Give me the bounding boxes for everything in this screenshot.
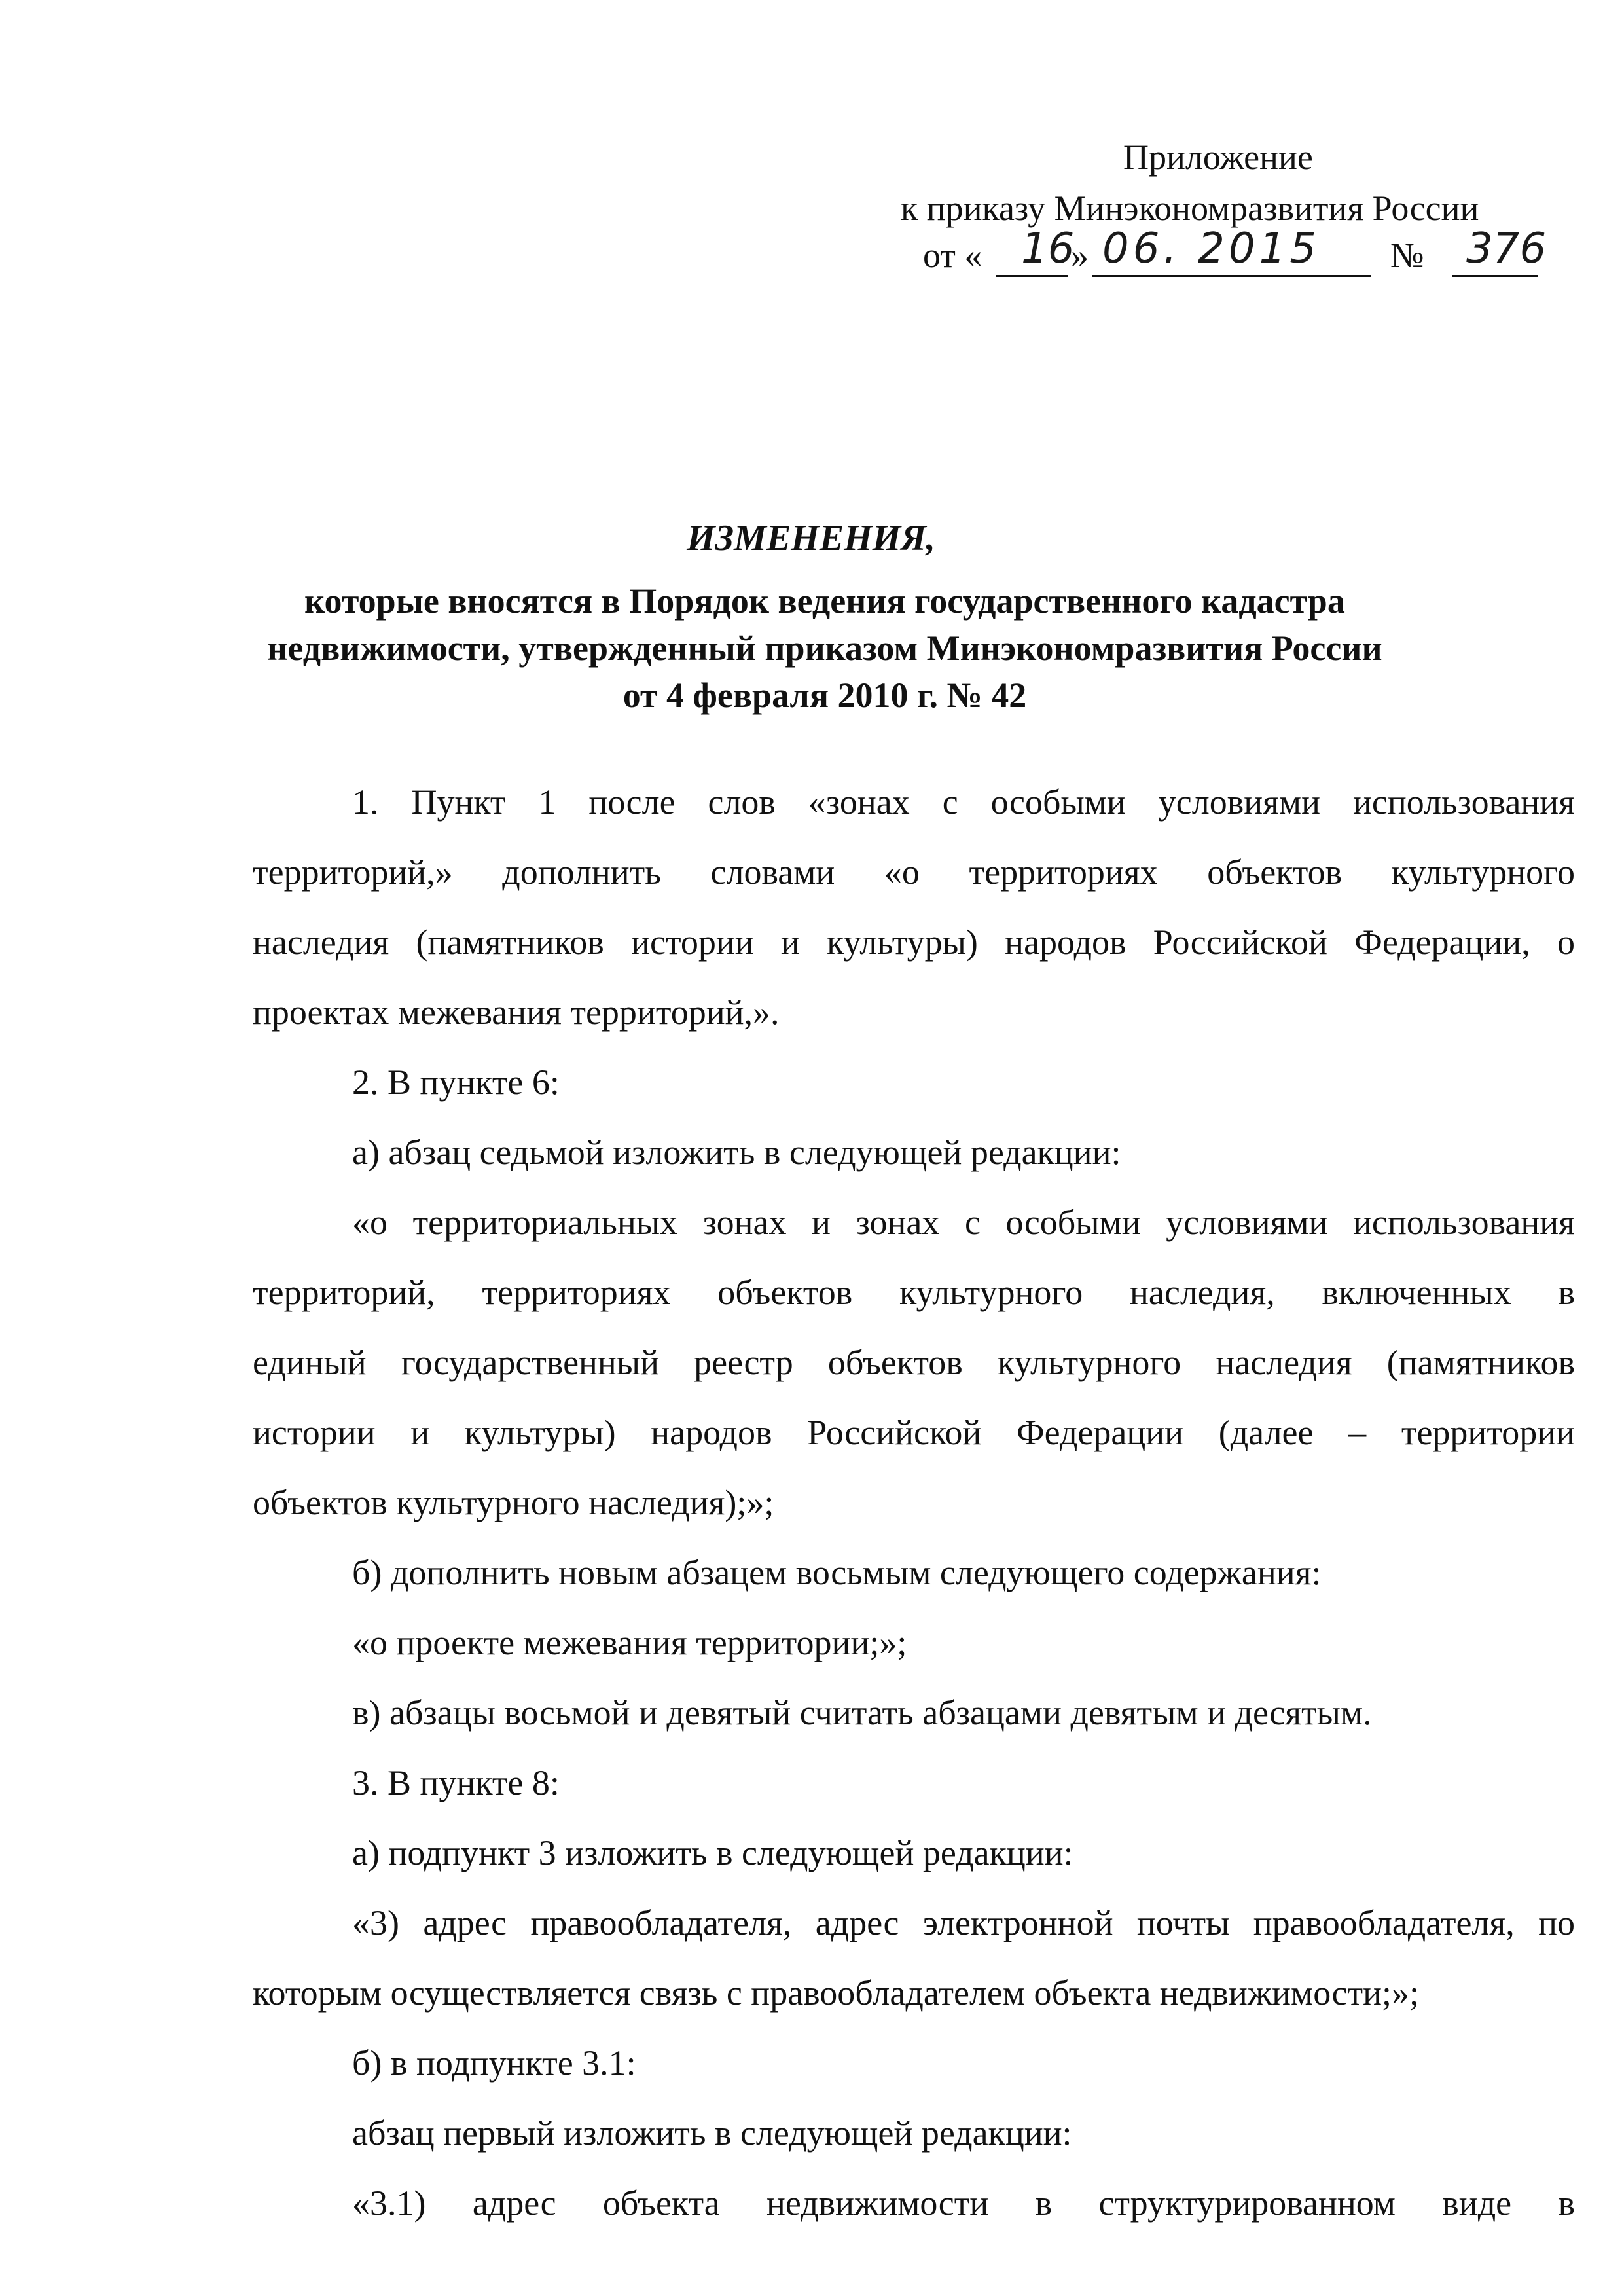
subtitle-line: которые вносятся в Порядок ведения государственного кадастра bbox=[304, 581, 1345, 621]
body-line: «3) адрес правообладателя, адрес электронной почты правообладателя, по bbox=[352, 1903, 1575, 1942]
body-line: территорий,» дополнить словами «о территориях объектов культурного bbox=[253, 852, 1575, 892]
body-line: которым осуществляется связь с правообладателем объекта недвижимости;»; bbox=[253, 1973, 1420, 2013]
body-line: 3. В пункте 8: bbox=[352, 1763, 560, 1802]
body-line: 2. В пункте 6: bbox=[352, 1063, 560, 1102]
document-subtitle bbox=[249, 577, 1401, 719]
body-line: истории и культуры) народов Российской Федерации (далее – территории bbox=[253, 1413, 1575, 1452]
body-line: «о территориальных зонах и зонах с особыми условиями использования bbox=[352, 1203, 1575, 1242]
document-title: ИЗМЕНЕНИЯ, bbox=[687, 518, 935, 558]
handwritten-day: 16 bbox=[1021, 225, 1075, 273]
body-line: единый государственный реестр объектов культурного наследия (памятников bbox=[253, 1343, 1575, 1382]
body-line: «о проекте межевания территории;»; bbox=[352, 1623, 907, 1662]
subtitle-line: от 4 февраля 2010 г. № 42 bbox=[622, 676, 1027, 715]
date-separator: » bbox=[1071, 236, 1089, 275]
body-line: объектов культурного наследия);»; bbox=[253, 1483, 774, 1522]
body-line: б) дополнить новым абзацем восьмым следующего содержания: bbox=[352, 1553, 1322, 1592]
body-line: б) в подпункте 3.1: bbox=[352, 2043, 636, 2083]
body-line: 1. Пункт 1 после слов «зонах с особыми условиями использования bbox=[352, 782, 1575, 822]
annex-order-reference: к приказу Минэкономразвития России bbox=[901, 189, 1479, 228]
document-body bbox=[253, 779, 1575, 2250]
body-line: а) абзац седьмой изложить в следующей редакции: bbox=[352, 1133, 1121, 1172]
day-underline bbox=[996, 275, 1068, 277]
body-line: абзац первый изложить в следующей редакции: bbox=[352, 2113, 1072, 2153]
date-underline bbox=[1092, 275, 1371, 277]
date-prefix: от « bbox=[923, 236, 982, 275]
subtitle-line: недвижимости, утвержденный приказом Минэкономразвития России bbox=[267, 629, 1382, 668]
handwritten-month-year: 06. 2015 bbox=[1102, 225, 1320, 273]
body-line: территорий, территориях объектов культурного наследия, включенных в bbox=[253, 1273, 1575, 1312]
body-line: «3.1) адрес объекта недвижимости в структурированном виде в bbox=[352, 2183, 1575, 2223]
annex-title: Приложение bbox=[1123, 137, 1313, 177]
number-underline bbox=[1452, 275, 1538, 277]
number-label: № bbox=[1390, 236, 1424, 275]
body-line: а) подпункт 3 изложить в следующей редакции: bbox=[352, 1833, 1073, 1872]
body-line: в) абзацы восьмой и девятый считать абзацами девятым и десятым. bbox=[352, 1693, 1372, 1732]
body-line: наследия (памятников истории и культуры) народов Российской Федерации, о bbox=[253, 922, 1575, 962]
handwritten-number: 376 bbox=[1466, 225, 1547, 273]
body-line: проектах межевания территорий,». bbox=[253, 993, 780, 1032]
annex-date-number-line bbox=[923, 225, 1547, 288]
